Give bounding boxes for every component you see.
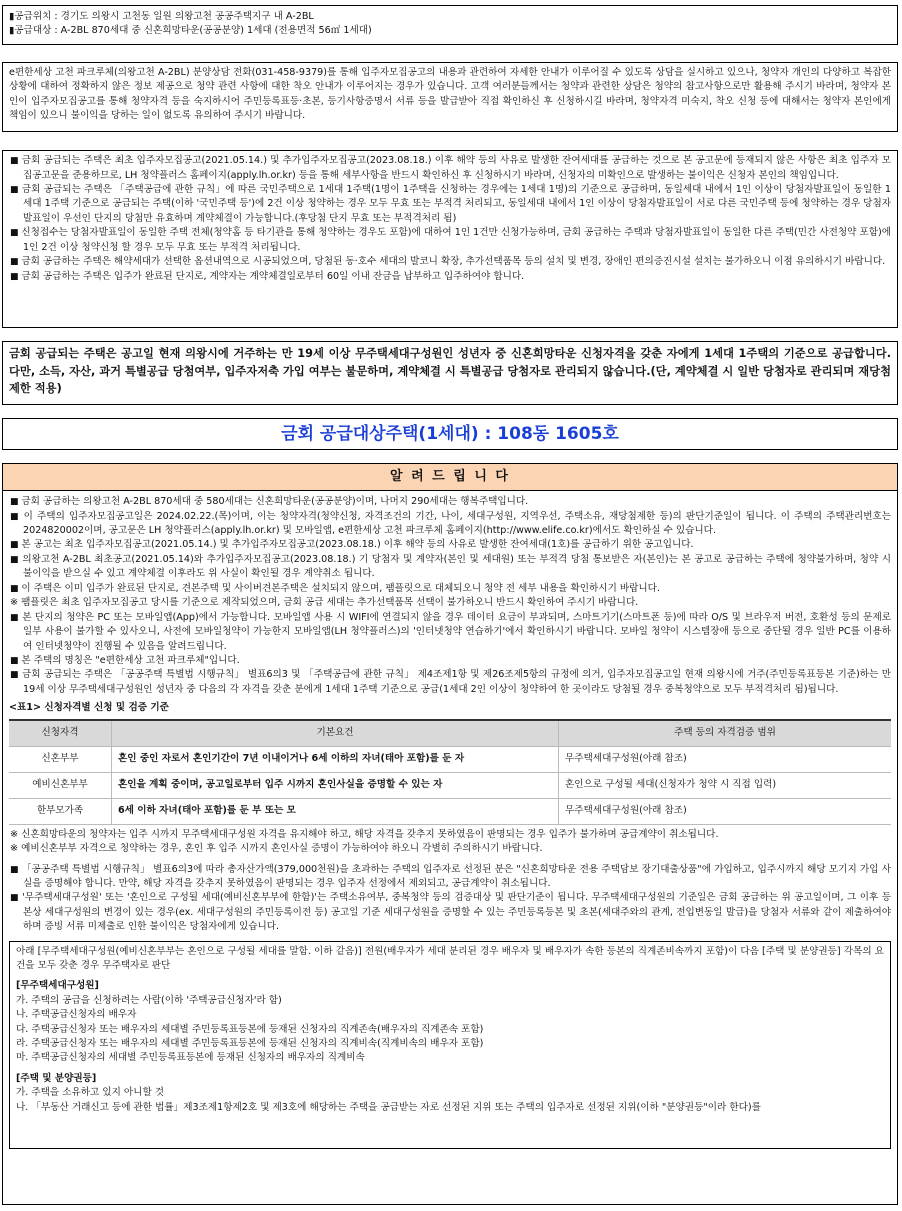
supply-location: ▮공급위치 : 경기도 의왕시 고천동 일원 의왕고천 공공주택지구 내 A-2BL <box>9 11 314 22</box>
table-cell: 혼인으로 구성될 세대(신청자가 청약 시 직접 입력) <box>559 772 892 798</box>
member-item: 나. 주택공급신청자의 배우자 <box>16 1009 137 1021</box>
table-cell: 예비신혼부부 <box>9 772 112 798</box>
eligibility-table <box>9 719 891 825</box>
alert-item: ■ 이 주택의 입주자모집공고일은 2024.02.22.(목)이며, 이는 청약자격(청약신청, 자격조건의 기간, 나이, 세대구성원, 지역우선, 주택소유, 재당첨제한 등)의 판단기준일이 됩니다. 이 주택의 주택관리번호는 2024820002이며, 공고문은 LH 청약플러스(apply.lh.or.kr) 및 모바일앱, e편한세상 고천 파크루체 홈페이지(http://www.elife.co.kr)에서도 확인하실 수 있습니다. <box>9 510 891 539</box>
target-title-box <box>2 418 898 450</box>
alert-item: ■ 금회 공급하는 의왕고천 A-2BL 870세대 중 580세대는 신혼희망타운(공공분양)이며, 나머지 290세대는 행복주택입니다. <box>9 495 891 510</box>
housing-item: 나. 「부동산 거래신고 등에 관한 법률」제3조제1항제2호 및 제3호에 해당하는 주택을 공급받는 자로 선정된 지위 또는 주택의 입주자로 선정된 지위(이하 "분양권등"이라 한다)를 <box>16 1101 761 1113</box>
member-item: 가. 주택의 공급을 신청하려는 사람(이하 '주택공급신청자'라 함) <box>16 994 282 1006</box>
alert-item: ■ 이 주택은 이미 입주가 완료된 단지로, 견본주택 및 사이버견본주택은 설치되지 않으며, 팸플릿으로 대체되오니 청약 전 세부 내용을 확인하시기 바랍니다. <box>9 582 891 597</box>
table-row <box>9 746 891 772</box>
member-item: 라. 주택공급신청자 또는 배우자의 세대별 주민등록표등본에 등재된 신청자의 직계비속(직계비속의 배우자 포함) <box>16 1038 484 1050</box>
alert-item: ■ '무주택세대구성원' 또는 '혼인으로 구성될 세대(예비신혼부부에 한함)'는 주택소유여부, 중복청약 등의 검증대상 및 판단기준이 됩니다. 무주택세대구성원의 기준일은 금회 공급하는 위 공고일이며, 그 이후 등본상 세대구성원의 변경이 있는 경우(ex. 세대구성원의 주민등록이전 등) 공고일 기준 세대구성원을 증명할 수 있는 주민등록등본 및 초본(세대주와의 관계, 전입변동일 발급)을 당첨자 서류와 같이 제출하여야하며 증빙 서류 미제출로 인한 불이익은 당첨자에게 있습니다. <box>9 891 891 934</box>
supply-summary-box <box>2 5 898 45</box>
notice-item: ■ 금회 공급하는 주택은 해약세대가 선택한 옵션내역으로 시공되었으며, 당첨된 동·호수 세대의 발코니 확장, 추가선택품목 등의 설치 및 변경, 장애인 편의증진시설 설치는 불가하오니 이점 유의하시기 바랍니다. <box>9 255 891 270</box>
alert-item: ■ 의왕고천 A-2BL 최초공고(2021.05.14)와 추가입주자모집공고(2023.08.18.) 기 당첨자 및 계약자(본인 및 세대원) 또는 부적격 당첨 통보받은 자(본인)는 본 공고로 공급하는 주택에 청약불가하며, 청약 시 불이익을 받으실 수 있고 계약체결 이후라도 위 사실이 확인될 경우 계약취소 됩니다. <box>9 553 891 582</box>
table-cell: 혼인 중인 자로서 혼인기간이 7년 이내이거나 6세 이하의 자녀(태아 포함)를 둔 자 <box>112 746 559 772</box>
members-title: [무주택세대구성원] <box>16 980 99 992</box>
alert-item: ■ 금회 공급되는 주택은 「공공주택 특별법 시행규칙」 별표6의3 및 「주택공급에 관한 규칙」 제4조제1항 및 제26조제5항의 규정에 의거, 입주자모집공고일 현재 의왕시에 거주(주민등록표등본 기준)하는 만 19세 이상 무주택세대구성원인 성년자 중 다음의 각 자격을 갖춘 분에게 1세대 1주택 기준으로 공급(1세대 2인 이상이 청약하여 한 곳이라도 당첨될 경우 중복청약으로 모두 부적격처리 됨)됩니다. <box>9 668 891 697</box>
table-cell: 혼인을 계획 중이며, 공고일로부터 입주 시까지 혼인사실을 증명할 수 있는 자 <box>112 772 559 798</box>
eligibility-box <box>2 341 898 405</box>
alerts-title: 알 려 드 립 니 다 <box>390 469 510 484</box>
table-note: ※ 예비신혼부부 자격으로 청약하는 경우, 혼인 후 입주 시까지 혼인사실 증명이 가능하여야 하오니 각별히 주의하시기 바랍니다. <box>9 842 891 856</box>
table-row <box>9 798 891 824</box>
alerts-header <box>3 464 897 491</box>
table-header-row <box>9 720 891 747</box>
table-cell: 무주택세대구성원(아래 참조) <box>559 798 892 824</box>
member-item: 마. 주택공급신청자의 세대별 주민등록표등본에 등재된 신청자의 배우자의 직계비속 <box>16 1052 365 1064</box>
table-cell: 무주택세대구성원(아래 참조) <box>559 746 892 772</box>
table-caption: <표1> 신청자격별 신청 및 검증 기준 <box>9 702 169 714</box>
supply-target: ▮공급대상 : A-2BL 870세대 중 신혼희망타운(공공분양) 1세대 (전용면적 56㎡ 1세대) <box>9 25 372 37</box>
alert-item: ■ 본 단지의 청약은 PC 또는 모바일앱(App)에서 가능합니다. 모바일앱 사용 시 WIFI에 연결되지 않을 경우 데이터 요금이 부과되며, 스마트기기(스마트폰 등)에 따라 O/S 및 브라우저 버전, 호환성 등의 문제로 일부 사용이 불가할 수 있사오니, 사전에 모바일청약이 가능한지 모바일앱(LH 청약플러스)의 '인터넷청약 연습하기'에서 확인하시기 바랍니다. 모바일 청약이 시스템장애 등으로 중단될 경우 일반 PC를 이용하여 인터넷청약이 진행될 수 있음을 알려드립니다. <box>9 611 891 654</box>
housing-item: 가. 주택을 소유하고 있지 아니할 것 <box>16 1087 165 1099</box>
member-item: 다. 주택공급신청자 또는 배우자의 세대별 주민등록표등본에 등재된 신청자의 직계존속(배우자의 직계존속 포함) <box>16 1023 484 1035</box>
table-cell: 한부모가족 <box>9 798 112 824</box>
notice-item: ■ 금회 공급하는 주택은 입주가 완료된 단지로, 계약자는 계약체결일로부터 60일 이내 잔금을 납부하고 입주하여야 합니다. <box>9 270 891 285</box>
alerts-box <box>2 463 898 1205</box>
table-cell: 6세 이하 자녀(태아 포함)를 둔 부 또는 모 <box>112 798 559 824</box>
consultation-notice: e편한세상 고천 파크루체(의왕고천 A-2BL) 분양상담 전화(031-458-9379)를 통해 입주자모집공고의 내용과 관련하여 자세한 안내가 이루어질 수 있도록 상담을 실시하고 있으나, 청약자 개인의 다양하고 복잡한 상황에 대하여 정확하지 않은 정보 제공으로 청약 관련 사항에 대한 착오 안내가 이루어지는 경우가 있습니다. 고객 여러분들께서는 청약과 관련한 상담은 청약의 참고사항으로만 활용해 주시기 바라며, 청약자 본인이 입주자모집공고를 통해 청약자격 등을 숙지하시어 주민등록표등·초본, 등기사항증명서 서류 등을 발급받아 직접 확인하신 후 신청하시길 바라며, 청약자격 미숙지, 착오 신청 등에 대해서는 청약자 본인에게 책임이 있으니 불이익을 당하는 일이 없도록 유의하여 주시기 바랍니다. <box>9 67 891 122</box>
table-header: 기본요건 <box>112 720 559 747</box>
table-header: 주택 등의 자격검증 범위 <box>559 720 892 747</box>
definition-intro: 아래 [무주택세대구성원(예비신혼부부는 혼인으로 구성될 세대를 말함. 이하 같음)] 전원(배우자가 세대 분리된 경우 배우자 및 배우자가 속한 등본의 직계존비속까지 포함)이 다음 [주택 및 분양권등] 각목의 요건을 모두 갖춘 경우 무주택자로 판단 <box>16 945 884 972</box>
table-note: ※ 신혼희망타운의 청약자는 입주 시까지 무주택세대구성원 자격을 유지해야 하고, 해당 자격을 갖추지 못하였음이 판명되는 경우 입주가 불가하며 공급계약이 취소됩니다. <box>9 828 891 842</box>
eligibility-statement: 금회 공급되는 주택은 공고일 현재 의왕시에 거주하는 만 19세 이상 무주택세대구성원인 성년자 중 신혼희망타운 신청자격을 갖춘 자에게 1세대 1주택의 기준으로 공급합니다. 다만, 소득, 자산, 과거 특별공급 당첨여부, 입주자저축 가입 여부는 불문하며, 계약체결 시 특별공급 당첨자로 관리되지 않습니다.(단, 계약체결 시 일반 당첨자로 관리되며 재당첨제한 적용) <box>9 347 891 395</box>
target-title: 금회 공급대상주택(1세대) : 108동 1605호 <box>281 424 619 444</box>
table-cell: 신혼부부 <box>9 746 112 772</box>
alert-item: ■ 본 공고는 최초 입주자모집공고(2021.05.14.) 및 추가입주자모집공고(2023.08.18.) 이후 해약 등의 사유로 발생한 잔여세대(1호)를 공급하기 위한 공고입니다. <box>9 538 891 553</box>
consultation-notice-box <box>2 62 898 132</box>
alert-item: ■ 「공공주택 특별법 시행규칙」 별표6의3에 따라 총자산가액(379,000천원)을 초과하는 주택의 입주자로 선정된 분은 "신혼희망타운 전용 주택담보 장기대출상품"에 가입하고, 입주시까지 해당 모기지 가입 사실을 증명해야 합니다. 만약, 해당 자격을 갖추지 못하였음이 판명되는 경우 입주자 선정에서 제외되고, 공급계약이 취소됩니다. <box>9 863 891 892</box>
notice-item: ■ 금회 공급되는 주택은 「주택공급에 관한 규칙」에 따른 국민주택으로 1세대 1주택(1명이 1주택을 신청하는 경우에는 1세대 1명)의 기준으로 공급하며, 동일세대 내에서 1인 이상이 당첨자발표일이 동일한 1세대 1주택 기준으로 공급되는 주택(이하 '국민주택 등')에 2건 이상 청약하는 경우 모두 무효 또는 부적격 처리되고, 동일세대 내에서 1인 이상이 당첨자발표일이 서로 다른 국민주택 등에 청약하는 경우 당첨자 발표일이 우선인 단지의 당첨만 유효하며 계약체결이 가능합니다.(후당첨 단지 무효 또는 부적격처리 됨) <box>9 183 891 226</box>
alert-item: ■ 본 주택의 명칭은 "e편한세상 고천 파크루체"입니다. <box>9 654 891 669</box>
pamphlet-note: ※ 팸플릿은 최초 입주자모집공고 당시를 기준으로 제작되었으며, 금회 공급 세대는 추가선택품목 선택이 불가하오니 반드시 확인하여 주시기 바랍니다. <box>9 596 891 610</box>
table-header: 신청자격 <box>9 720 112 747</box>
notices-box <box>2 150 898 328</box>
notice-item: ■ 금회 공급되는 주택은 최초 입주자모집공고(2021.05.14.) 및 추가입주자모집공고(2023.08.18.) 이후 해약 등의 사유로 발생한 잔여세대를 공급하는 것으로 본 공고문에 등재되지 않은 사항은 최초 입주자 모집공고문을 준용하므로, LH 청약플러스 홈페이지(apply.lh.or.kr) 등을 통해 세부사항을 반드시 확인하신 후 신청하시기 바라며, 신청자의 미확인으로 발생하는 불이익은 신청자 본인의 책임입니다. <box>9 154 891 183</box>
table-row <box>9 772 891 798</box>
housing-title: [주택 및 분양권등] <box>16 1072 97 1084</box>
definition-box <box>9 941 891 1149</box>
notice-item: ■ 신청접수는 당첨자발표일이 동일한 주택 전체(청약홈 등 타기관을 통해 청약하는 경우도 포함)에 대하여 1인 1건만 신청가능하며, 금회 공급하는 주택과 당첨자발표일이 동일한 다른 주택(민간 사전청약 포함)에 1인 2건 이상 청약신청 할 경우 모두 무효 또는 부적격 처리됩니다. <box>9 226 891 255</box>
